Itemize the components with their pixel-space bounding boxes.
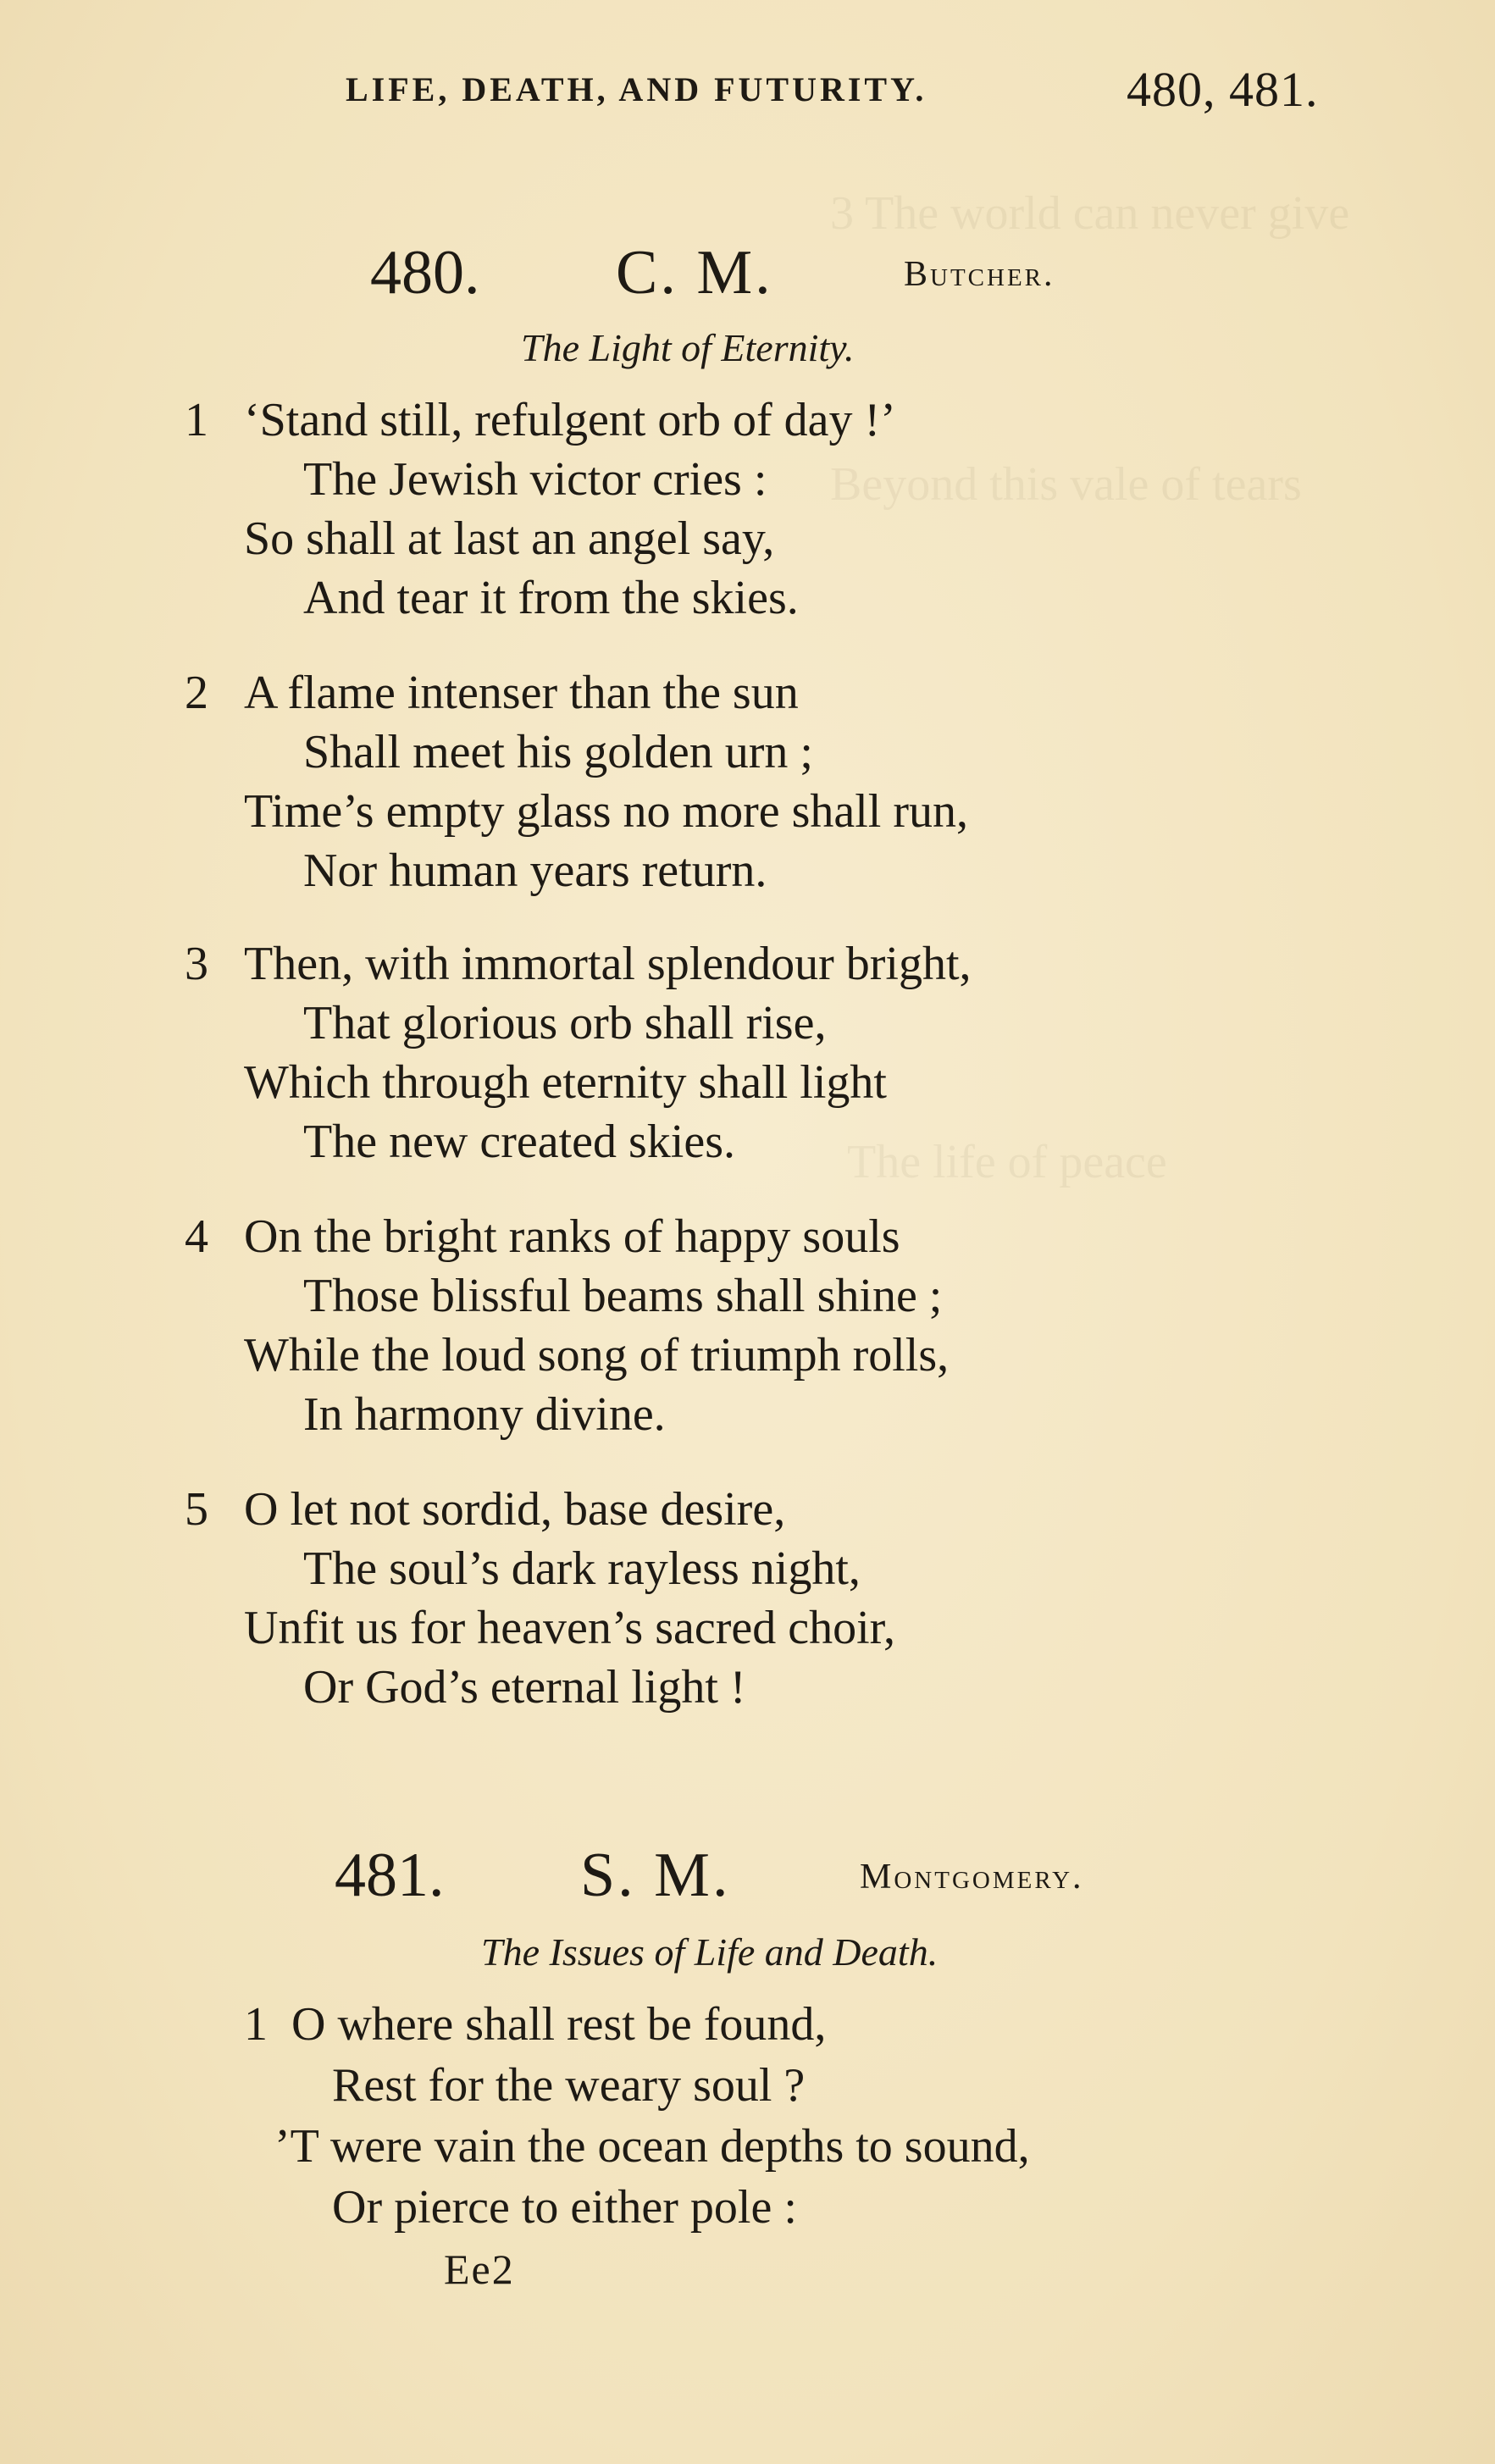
verse-line: Unfit us for heaven’s sacred choir,	[244, 1602, 896, 1654]
verse-line: On the bright ranks of happy souls	[244, 1210, 900, 1263]
hymn-author: Butcher.	[904, 255, 1055, 294]
verse-line: Shall meet his golden urn ;	[303, 726, 813, 778]
verse-line: Nor human years return.	[303, 844, 767, 897]
hymn-number: 481.	[335, 1841, 445, 1910]
verse-line: While the loud song of triumph rolls,	[244, 1329, 950, 1382]
verse-line: A flame intenser than the sun	[244, 667, 799, 719]
verse-line: The new created skies.	[303, 1116, 735, 1168]
hymn-heading	[370, 237, 1132, 305]
verse-line: ‘Stand still, refulgent orb of day !’	[244, 394, 896, 446]
verse-line: Rest for the weary soul ?	[332, 2059, 806, 2112]
verse-number: 2	[185, 667, 208, 719]
verse-line: And tear it from the skies.	[303, 572, 799, 624]
verse-line: The Jewish victor cries :	[303, 453, 767, 506]
show-through-text: 3 The world can never give	[830, 187, 1350, 240]
verse-line: Or pierce to either pole :	[332, 2181, 797, 2234]
running-head	[346, 61, 1362, 120]
hymn-title: The Light of Eternity.	[521, 326, 855, 369]
hymn-author: Montgomery.	[860, 1858, 1084, 1896]
verse-line: O where shall rest be found,	[291, 1998, 827, 2051]
verse-line: So shall at last an angel say,	[244, 512, 775, 565]
verse-line: Then, with immortal splendour bright,	[244, 938, 972, 990]
verse-number: 4	[185, 1210, 208, 1263]
hymn-heading	[335, 1840, 1182, 1908]
hymn-meter: S. M.	[580, 1841, 731, 1910]
running-title: LIFE, DEATH, AND FUTURITY.	[346, 70, 927, 108]
page-numbers: 480, 481.	[1127, 62, 1319, 117]
verse-line: Time’s empty glass no more shall run,	[244, 785, 969, 838]
verse-line: Which through eternity shall light	[244, 1056, 887, 1109]
show-through-text: Beyond this vale of tears	[830, 458, 1302, 511]
hymn-number: 480.	[370, 238, 480, 307]
verse-line: ’T were vain the ocean depths to sound,	[274, 2120, 1030, 2173]
verse-number: 1	[244, 1998, 268, 2051]
verse-number: 3	[185, 938, 208, 990]
verse-number: 1	[185, 394, 208, 446]
verse-line: O let not sordid, base desire,	[244, 1483, 786, 1536]
show-through-text: The life of peace	[847, 1136, 1167, 1188]
signature-mark: Ee2	[444, 2245, 515, 2293]
verse-line: Those blissful beams shall shine ;	[303, 1270, 943, 1322]
verse-line: The soul’s dark rayless night,	[303, 1542, 861, 1595]
hymn-title: The Issues of Life and Death.	[481, 1930, 939, 1974]
verse-line: Or God’s eternal light !	[303, 1661, 746, 1714]
verse-line: In harmony divine.	[303, 1388, 666, 1441]
verse-number: 5	[185, 1483, 208, 1536]
hymn-meter: C. M.	[616, 238, 773, 307]
verse-line: That glorious orb shall rise,	[303, 997, 827, 1049]
